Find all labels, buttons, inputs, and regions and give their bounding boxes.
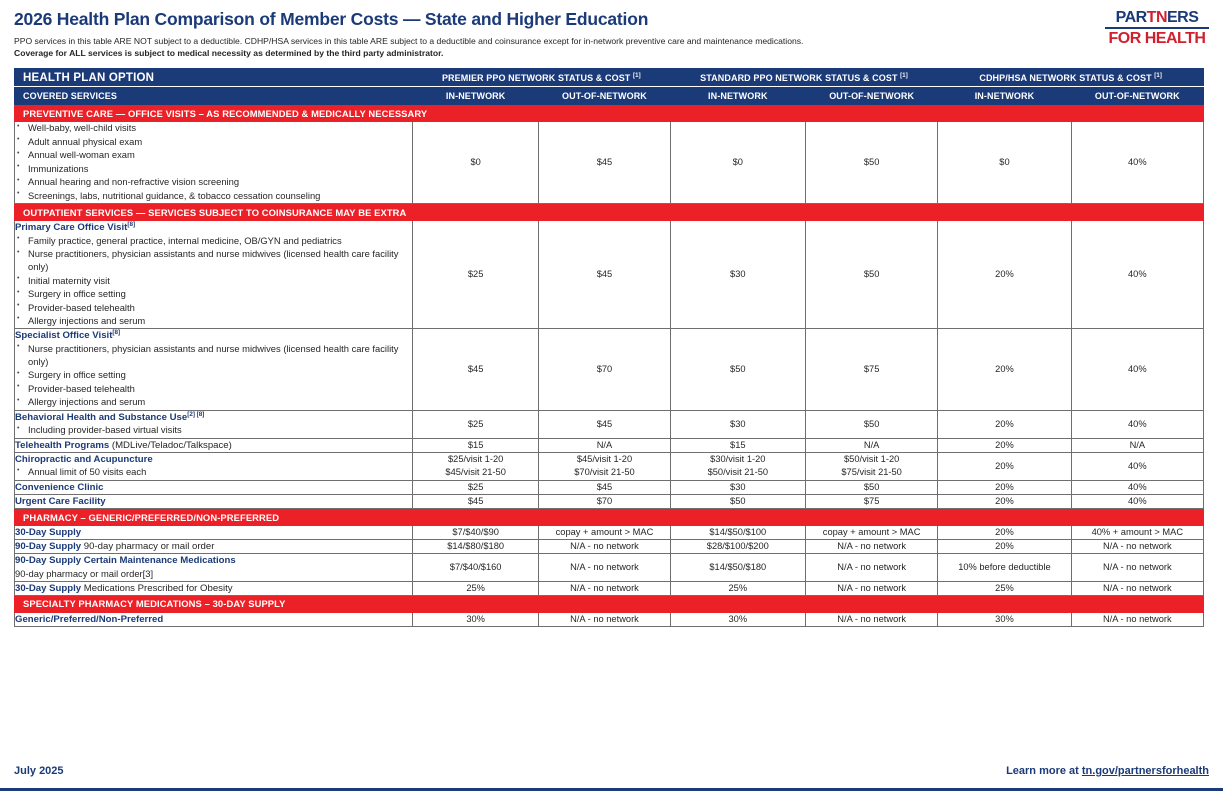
- section-banner-label: OUTPATIENT SERVICES — SERVICES SUBJECT TO COINSURANCE MAY BE EXTRA: [15, 204, 1204, 221]
- cost-value: 20%: [995, 460, 1014, 471]
- service-title-note: 90-day pharmacy or mail order: [81, 541, 215, 553]
- cost-cell-cdhp-in-network: [938, 581, 1071, 595]
- service-bullet-item: • Annual limit of 50 visits each: [15, 466, 412, 479]
- section-banner-label: PHARMACY – GENERIC/PREFERRED/NON-PREFERRED: [15, 509, 1204, 526]
- cost-cell-cdhp-out-of-network: [1071, 554, 1203, 581]
- cost-value: N/A: [596, 439, 613, 450]
- cost-cell-premier-out-of-network: [539, 612, 670, 626]
- cost-cell-cdhp-out-of-network: [1071, 452, 1203, 480]
- cost-cell-standard-out-of-network: [805, 494, 937, 508]
- cost-value: N/A: [863, 439, 880, 450]
- cost-value: 20%: [995, 364, 1014, 375]
- cost-cell-standard-in-network: [670, 410, 805, 438]
- cost-cell-cdhp-out-of-network: [1071, 540, 1203, 554]
- cost-value: $50: [863, 157, 880, 168]
- service-bullet-item: • Surgery in office setting: [15, 369, 412, 382]
- cost-cell-cdhp-out-of-network: [1071, 438, 1203, 452]
- service-bullet-list: [15, 122, 412, 202]
- cost-value: N/A - no network: [1102, 582, 1172, 593]
- cost-cell-premier-in-network: [412, 612, 538, 626]
- cost-value: 40% + amount > MAC: [1091, 527, 1184, 538]
- service-bullet-list: [15, 466, 412, 479]
- cost-value: $45: [596, 481, 613, 492]
- section-banner-row: [15, 509, 1204, 526]
- cost-value: N/A: [1129, 439, 1146, 450]
- cost-value: $75/visit 21-50: [841, 467, 902, 478]
- service-cell: [15, 438, 413, 452]
- service-cell: [15, 612, 413, 626]
- cost-value: $50/visit 21-50: [707, 467, 769, 478]
- logo-par: PAR: [1115, 9, 1147, 26]
- cost-cell-premier-in-network: [412, 526, 538, 540]
- cost-cell-standard-in-network: [670, 554, 805, 581]
- service-cell: [15, 221, 413, 329]
- cost-cell-premier-in-network: [412, 452, 538, 480]
- cost-cell-standard-out-of-network: [805, 581, 937, 595]
- plan-comparison-table: [14, 68, 1204, 627]
- logo-line-1: [1105, 10, 1209, 29]
- cost-value: 40%: [1128, 460, 1147, 471]
- cost-cell-standard-out-of-network: [805, 122, 937, 204]
- cost-value: 30%: [728, 614, 748, 625]
- cost-cell-cdhp-out-of-network: [1071, 612, 1203, 626]
- header-group-premier-ppo: [412, 69, 670, 87]
- table-row: [15, 540, 1204, 554]
- service-bullet-item: • Annual well-woman exam: [15, 149, 412, 162]
- footnote-marker: [8]: [112, 329, 121, 337]
- cost-value: $45: [596, 418, 613, 429]
- cost-cell-cdhp-in-network: [938, 221, 1071, 329]
- cost-value: $14/$50/$180: [709, 562, 767, 573]
- service-title: Chiropractic and Acupuncture: [15, 453, 153, 465]
- cost-value: N/A - no network: [837, 614, 906, 625]
- document-header: [0, 0, 1223, 59]
- cost-cell-standard-out-of-network: [805, 540, 937, 554]
- cost-value: $30: [730, 418, 746, 429]
- cost-value: $30: [730, 269, 746, 280]
- cost-value: N/A - no network: [570, 614, 639, 625]
- cost-value: N/A - no network: [1102, 541, 1172, 552]
- service-bullet-list: [15, 235, 412, 328]
- cost-cell-premier-out-of-network: [539, 122, 670, 204]
- cost-cell-cdhp-in-network: [938, 494, 1071, 508]
- table-row: [15, 612, 1204, 626]
- cost-value: $50: [730, 495, 746, 506]
- table-row: [15, 526, 1204, 540]
- section-banner-row: [15, 595, 1204, 612]
- cost-value: $0: [732, 157, 743, 168]
- cost-cell-cdhp-out-of-network: [1071, 122, 1203, 204]
- cost-value: $45: [467, 495, 484, 506]
- cost-value: $45: [467, 364, 484, 375]
- service-cell: [15, 494, 413, 508]
- service-title: Behavioral Health and Substance Use[2] [8]: [15, 410, 205, 423]
- service-bullet-item: • Annual hearing and non-refractive vision screening: [15, 176, 412, 189]
- document-footer: [14, 765, 1209, 777]
- service-title: 90-Day Supply Certain Maintenance Medications: [15, 555, 236, 567]
- cost-cell-cdhp-in-network: [938, 526, 1071, 540]
- service-bullet-item: • Surgery in office setting: [15, 288, 412, 301]
- footnote-marker: [3]: [142, 567, 154, 579]
- header-health-plan-option: HEALTH PLAN OPTION: [15, 69, 413, 87]
- header-group-standard-label: STANDARD PPO NETWORK STATUS & COST: [700, 72, 898, 83]
- table-row: [15, 329, 1204, 410]
- cost-value: $25: [467, 269, 484, 280]
- footer-learn-prefix: Learn more at: [1006, 765, 1082, 777]
- cost-value: $0: [470, 157, 481, 168]
- service-bullet-item: • Well-baby, well-child visits: [15, 122, 412, 135]
- cost-value: 40%: [1128, 364, 1147, 375]
- section-banner-row: [15, 105, 1204, 122]
- cost-value: $75: [863, 495, 880, 506]
- cost-value: 40%: [1128, 418, 1147, 429]
- header-group-cdhp-footnote: [1]: [1154, 72, 1162, 79]
- cost-cell-standard-in-network: [670, 221, 805, 329]
- service-cell: [15, 410, 413, 438]
- footer-date: July 2025: [14, 765, 64, 777]
- footer-learn-more: [1006, 765, 1209, 777]
- service-bullet-item: • Provider-based telehealth: [15, 383, 412, 396]
- cost-cell-premier-in-network: [412, 410, 538, 438]
- cost-value: 40%: [1128, 157, 1147, 168]
- service-bullet-item: • Allergy injections and serum: [15, 396, 412, 409]
- cost-cell-cdhp-in-network: [938, 410, 1071, 438]
- cost-cell-standard-out-of-network: [805, 480, 937, 494]
- service-cell: [15, 554, 413, 581]
- service-subtitle: 90-day pharmacy or mail order[3]: [15, 567, 154, 579]
- header-notes: [14, 36, 1209, 59]
- cost-cell-premier-in-network: [412, 480, 538, 494]
- header-premier-out-of-network: OUT-OF-NETWORK: [539, 87, 670, 105]
- cost-cell-premier-in-network: [412, 554, 538, 581]
- cost-value: 25%: [466, 582, 485, 593]
- header-group-premier-footnote: [1]: [633, 72, 641, 79]
- header-group-standard-ppo: [670, 69, 938, 87]
- service-cell: [15, 480, 413, 494]
- cost-cell-premier-in-network: [412, 122, 538, 204]
- service-bullet-item: • Initial maternity visit: [15, 275, 412, 288]
- footnote-marker: [8]: [127, 221, 136, 229]
- cost-value: $15: [730, 439, 746, 450]
- cost-value: 10% before deductible: [958, 562, 1051, 573]
- service-title: Urgent Care Facility: [15, 495, 106, 507]
- header-note-line1: PPO services in this table ARE NOT subject to a deductible. CDHP/HSA services in this table ARE subject to a deductible and coinsurance except for in-network preventive care and maintenance medications.: [14, 36, 804, 47]
- cost-value: $50: [863, 418, 880, 429]
- cost-cell-cdhp-in-network: [938, 612, 1071, 626]
- cost-value: 30%: [995, 614, 1014, 625]
- table-header-row-networks: [15, 87, 1204, 105]
- cost-cell-premier-out-of-network: [539, 480, 670, 494]
- cost-value: $7/$40/$90: [452, 527, 499, 538]
- cost-cell-standard-in-network: [670, 452, 805, 480]
- cost-cell-standard-in-network: [670, 329, 805, 410]
- cost-cell-premier-out-of-network: [539, 494, 670, 508]
- cost-cell-cdhp-in-network: [938, 122, 1071, 204]
- service-bullet-item: • Allergy injections and serum: [15, 315, 412, 328]
- cost-cell-cdhp-in-network: [938, 438, 1071, 452]
- service-title: 30-Day Supply: [15, 527, 82, 539]
- table-body: [15, 105, 1204, 627]
- service-bullet-item: • Screenings, labs, nutritional guidance, & tobacco cessation counseling: [15, 190, 412, 203]
- cost-value: $25: [467, 481, 484, 492]
- header-note-line2: Coverage for ALL services is subject to medical necessity as determined by the third party administrator.: [14, 47, 444, 58]
- service-bullet-item: • Provider-based telehealth: [15, 302, 412, 315]
- cost-cell-premier-out-of-network: [539, 581, 670, 595]
- service-cell: [15, 526, 413, 540]
- section-banner-label: PREVENTIVE CARE — OFFICE VISITS – AS RECOMMENDED & MEDICALLY NECESSARY: [15, 105, 1204, 122]
- service-bullet-item: • Immunizations: [15, 163, 412, 176]
- header-group-standard-footnote: [1]: [900, 72, 908, 79]
- cost-value: 30%: [466, 614, 485, 625]
- cost-value: N/A - no network: [570, 582, 639, 593]
- cost-value: $50: [730, 364, 746, 375]
- service-bullet-item: • Nurse practitioners, physician assistants and nurse midwives (licensed health care facility only): [15, 248, 412, 274]
- cost-value: $70/visit 21-50: [574, 467, 635, 478]
- cost-value: 20%: [995, 495, 1014, 506]
- cost-cell-cdhp-in-network: [938, 554, 1071, 581]
- service-bullet-item: • Family practice, general practice, internal medicine, OB/GYN and pediatrics: [15, 235, 412, 248]
- header-standard-in-network: IN-NETWORK: [670, 87, 805, 105]
- header-standard-out-of-network: OUT-OF-NETWORK: [805, 87, 937, 105]
- header-group-premier-label: PREMIER PPO NETWORK STATUS & COST: [441, 72, 631, 83]
- service-cell: [15, 540, 413, 554]
- cost-value: N/A - no network: [837, 562, 906, 573]
- cost-value: $0: [999, 157, 1010, 168]
- cost-cell-standard-in-network: [670, 612, 805, 626]
- service-bullet-item: • Including provider-based virtual visits: [15, 424, 412, 437]
- cost-value: $14/$50/$100: [709, 527, 767, 538]
- cost-value: 20%: [995, 269, 1014, 280]
- header-cdhp-in-network: IN-NETWORK: [938, 87, 1071, 105]
- section-banner-row: [15, 204, 1204, 221]
- cost-value: $14/$80/$180: [447, 541, 505, 552]
- cost-value: 20%: [995, 527, 1014, 538]
- footnote-marker: [2] [8]: [187, 410, 205, 418]
- cost-value: 20%: [995, 439, 1014, 450]
- service-title: 90-Day Supply 90-day pharmacy or mail order: [15, 541, 215, 553]
- header-group-cdhp-hsa: [938, 69, 1204, 87]
- table-row: [15, 122, 1204, 204]
- page-title: 2026 Health Plan Comparison of Member Costs — State and Higher Education: [14, 9, 649, 29]
- cost-value: $45/visit 21-50: [445, 467, 506, 478]
- cost-cell-standard-in-network: [670, 494, 805, 508]
- logo-tn: TN: [1146, 9, 1167, 26]
- cost-value: $70: [596, 364, 613, 375]
- cost-value: 25%: [995, 582, 1014, 593]
- cost-value: copay + amount > MAC: [822, 527, 921, 538]
- cost-cell-premier-in-network: [412, 540, 538, 554]
- cost-value: $25/visit 1-20: [447, 454, 504, 465]
- cost-value: $50: [863, 269, 880, 280]
- cost-cell-standard-out-of-network: [805, 612, 937, 626]
- service-cell: [15, 452, 413, 480]
- cost-value: $45: [596, 157, 613, 168]
- cost-cell-standard-out-of-network: [805, 329, 937, 410]
- cost-cell-standard-out-of-network: [805, 438, 937, 452]
- service-title: Primary Care Office Visit[8]: [15, 221, 136, 234]
- cost-value: N/A - no network: [837, 582, 906, 593]
- table-row: [15, 480, 1204, 494]
- cost-value: 40%: [1128, 481, 1147, 492]
- header-group-cdhp-label: CDHP/HSA NETWORK STATUS & COST: [979, 72, 1152, 83]
- cost-cell-cdhp-in-network: [938, 540, 1071, 554]
- cost-cell-standard-out-of-network: [805, 410, 937, 438]
- cost-value: $50/visit 1-20: [843, 454, 900, 465]
- cost-value: $28/$100/$200: [706, 541, 769, 552]
- cost-cell-standard-in-network: [670, 438, 805, 452]
- cost-cell-standard-in-network: [670, 526, 805, 540]
- section-banner-label: SPECIALTY PHARMACY MEDICATIONS – 30-DAY SUPPLY: [15, 595, 1204, 612]
- cost-cell-cdhp-out-of-network: [1071, 526, 1203, 540]
- table-row: [15, 410, 1204, 438]
- cost-value: $15: [467, 439, 484, 450]
- cost-value: 20%: [995, 541, 1014, 552]
- cost-cell-premier-in-network: [412, 221, 538, 329]
- cost-cell-premier-out-of-network: [539, 438, 670, 452]
- cost-cell-standard-out-of-network: [805, 554, 937, 581]
- cost-value: N/A - no network: [1102, 614, 1172, 625]
- cost-cell-cdhp-out-of-network: [1071, 581, 1203, 595]
- table-row: [15, 452, 1204, 480]
- cost-cell-premier-in-network: [412, 329, 538, 410]
- service-title: 30-Day Supply Medications Prescribed for Obesity: [15, 582, 233, 594]
- cost-cell-standard-out-of-network: [805, 221, 937, 329]
- cost-value: $30/visit 1-20: [710, 454, 766, 465]
- cost-value: 25%: [728, 582, 748, 593]
- cost-cell-standard-in-network: [670, 122, 805, 204]
- cost-value: $7/$40/$160: [449, 562, 502, 573]
- cost-cell-premier-in-network: [412, 494, 538, 508]
- cost-cell-premier-out-of-network: [539, 329, 670, 410]
- cost-cell-premier-out-of-network: [539, 452, 670, 480]
- cost-cell-premier-out-of-network: [539, 540, 670, 554]
- table-head: [15, 69, 1204, 105]
- table-row: [15, 438, 1204, 452]
- cost-cell-premier-in-network: [412, 581, 538, 595]
- logo-line-2: FOR HEALTH: [1108, 30, 1206, 47]
- header-cdhp-out-of-network: OUT-OF-NETWORK: [1071, 87, 1203, 105]
- cost-value: copay + amount > MAC: [555, 527, 654, 538]
- cost-cell-premier-out-of-network: [539, 554, 670, 581]
- cost-cell-cdhp-out-of-network: [1071, 221, 1203, 329]
- cost-value: $50: [863, 481, 880, 492]
- header-covered-services: COVERED SERVICES: [15, 87, 413, 105]
- cost-cell-standard-out-of-network: [805, 452, 937, 480]
- cost-cell-premier-in-network: [412, 438, 538, 452]
- table-row: [15, 221, 1204, 329]
- table-row: [15, 581, 1204, 595]
- cost-value: 40%: [1128, 495, 1147, 506]
- cost-cell-standard-in-network: [670, 540, 805, 554]
- cost-cell-premier-out-of-network: [539, 410, 670, 438]
- service-bullet-item: • Adult annual physical exam: [15, 136, 412, 149]
- cost-cell-cdhp-in-network: [938, 452, 1071, 480]
- service-cell: [15, 329, 413, 410]
- cost-value: N/A - no network: [837, 541, 906, 552]
- cost-cell-premier-out-of-network: [539, 221, 670, 329]
- cost-value: 40%: [1128, 269, 1147, 280]
- cost-value: $45: [596, 269, 613, 280]
- cost-value: 20%: [995, 481, 1014, 492]
- table-header-row-plans: [15, 69, 1204, 87]
- service-cell: [15, 122, 413, 204]
- cost-value: $30: [730, 481, 746, 492]
- cost-cell-cdhp-out-of-network: [1071, 480, 1203, 494]
- cost-cell-cdhp-in-network: [938, 329, 1071, 410]
- cost-value: 20%: [995, 418, 1014, 429]
- table-row: [15, 554, 1204, 581]
- header-premier-in-network: IN-NETWORK: [412, 87, 538, 105]
- service-title: Generic/Preferred/Non-Preferred: [15, 613, 164, 625]
- cost-cell-cdhp-out-of-network: [1071, 329, 1203, 410]
- service-title: Telehealth Programs (MDLive/Teladoc/Talkspace): [15, 439, 232, 451]
- service-title-note: Medications Prescribed for Obesity: [81, 582, 233, 594]
- cost-value: N/A - no network: [1102, 562, 1172, 573]
- cost-value: $75: [863, 364, 880, 375]
- cost-cell-standard-out-of-network: [805, 526, 937, 540]
- service-bullet-item: • Nurse practitioners, physician assistants and nurse midwives (licensed health care facility only): [15, 343, 412, 369]
- footer-website-link[interactable]: tn.gov/partnersforhealth: [1081, 765, 1209, 777]
- cost-cell-cdhp-in-network: [938, 480, 1071, 494]
- cost-cell-cdhp-out-of-network: [1071, 494, 1203, 508]
- service-bullet-list: [15, 424, 412, 437]
- cost-cell-standard-in-network: [670, 480, 805, 494]
- service-cell: [15, 581, 413, 595]
- table-row: [15, 494, 1204, 508]
- cost-value: N/A - no network: [570, 541, 639, 552]
- cost-value: $25: [467, 418, 484, 429]
- cost-cell-cdhp-out-of-network: [1071, 410, 1203, 438]
- cost-value: $70: [596, 495, 613, 506]
- service-bullet-list: [15, 343, 412, 409]
- cost-cell-standard-in-network: [670, 581, 805, 595]
- service-title: Convenience Clinic: [15, 481, 104, 493]
- cost-value: N/A - no network: [570, 562, 639, 573]
- partners-for-health-logo: [1105, 10, 1209, 47]
- cost-value: $45/visit 1-20: [576, 454, 633, 465]
- cost-cell-premier-out-of-network: [539, 526, 670, 540]
- service-title-note: (MDLive/Teladoc/Talkspace): [109, 439, 232, 451]
- service-title: Specialist Office Visit[8]: [15, 329, 121, 342]
- logo-ers: ERS: [1167, 9, 1199, 26]
